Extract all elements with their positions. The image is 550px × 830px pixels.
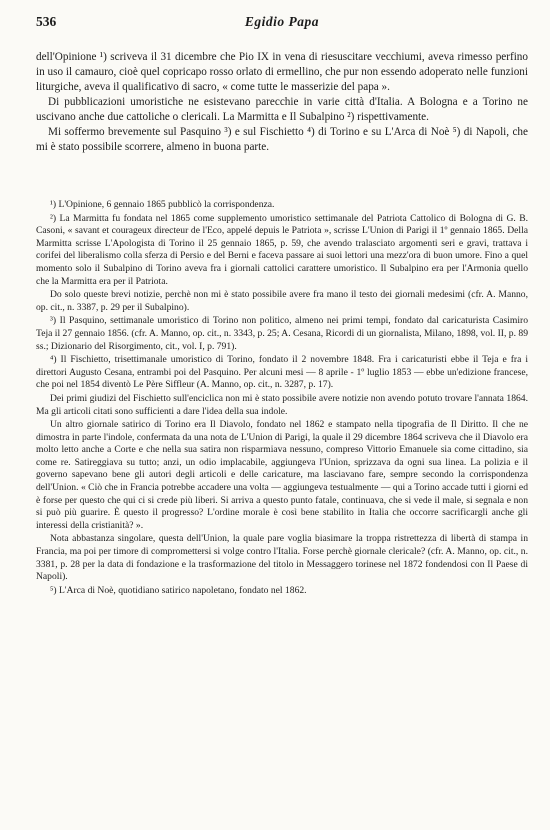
main-text (36, 50, 528, 155)
body-paragraph: Mi soffermo brevemente sul Pasquino ³) e sul Fischietto ⁴) di Torino e su L'Arca di Noè ⁵) di Napoli, che mi è stato possibile scorrere, almeno in buona parte. (36, 126, 528, 153)
footnote: Dei primi giudizi del Fischietto sull'enciclica non mi è stato possibile avere notizie non avendo potuto trovare l'annata 1864. Ma gli articoli citati sono sufficienti a dare l'idea della sua indole. (36, 392, 528, 417)
running-title: Egidio Papa (244, 14, 320, 29)
running-header (36, 14, 528, 34)
footnotes (36, 199, 528, 597)
body-paragraph: Di pubblicazioni umoristiche ne esistevano parecchie in varie città d'Italia. A Bologna e a Torino ne uscivano anche due cattoliche o clericali. La Marmitta e Il Subalpino ²) rispettivamente. (36, 96, 528, 123)
body-paragraph: dell'Opinione ¹) scriveva il 31 dicembre che Pio IX in vena di riesuscitare vecchiumi, aveva rimesso perfino in uso il camauro, cioè quel copricapo rosso orlato di ermellino, che pur non essendo adoperato nelle funzioni liturgiche, aveva il qualificativo di sacro, « come tutte le masserizie del papa ». (36, 51, 528, 93)
page-number: 536 (36, 14, 57, 29)
footnote: ⁵) L'Arca di Noè, quotidiano satirico napoletano, fondato nel 1862. (50, 584, 307, 596)
footnote: Do solo queste brevi notizie, perchè non mi è stato possibile avere fra mano il testo dei giornali medesimi (cfr. A. Manno, op. cit., n. 3387, p. 29 per il Subalpino). (36, 289, 528, 313)
book-page (36, 14, 528, 598)
footnote: ¹) L'Opinione, 6 gennaio 1865 pubblicò la corrispondenza. (50, 199, 275, 210)
footnote: Nota abbastanza singolare, questa dell'Union, la quale pare voglia biasimare la troppa ristrettezza di libertà di stampa in Francia, ma poi per timore di compromettersi si volge contro l'Italia. Forse perchè giornale clericale? (cfr. A. Manno, op. cit., n. 3381, p. 28 per la data di fondazione e la trasformazione del titolo in Messaggero torinese nel 1872 fondendosi con Il Paese di Napoli). (36, 533, 528, 583)
footnote: ²) La Marmitta fu fondata nel 1865 come supplemento umoristico settimanale del Patriota Cattolico di Bologna di G. B. Casoni, « savant et courageux directeur de l'Eco, appelé depuis le Patriota », scrisse L'Union di Parigi il 1º gennaio 1865. Della Marmitta scrisse L'Apologista di Torino il 25 gennaio 1865, p. 59, che avendo tralasciato argomenti seri e gravi, trattava i corifei del liberalismo colla sferza di Persio e del Berni e faceva passare ai suoi lettori una mezz'ora di buon umore. Fino a quel momento solo il Subalpino di Torino aveva fra i giornali cattolici carattere umoristico. Il Subalpino era per l'Armonia quello che la Marmitta era per il Patriota. (36, 212, 528, 287)
footnote: ³) Il Pasquino, settimanale umoristico di Torino non politico, almeno nei primi tempi, fondato dal caricaturista Casimiro Teja il 27 gennaio 1856. (cfr. A. Manno, op. cit., n. 3343, p. 25; A. Cesana, Ricordi di un giornalista, Milano, 1898, vol. II, p. 89 ss.; Dizionario del Risorgimento, cit., vol. I, p. 791). (36, 315, 528, 352)
footnote: Un altro giornale satirico di Torino era Il Diavolo, fondato nel 1862 e stampato nella tipografia de Il Diritto. Il che ne dimostra in parte l'indole, confermata da una nota de L'Union di Parigi, la quale il 29 dicembre 1864 scriveva che il Diavolo era molto letto anche a Corte e che nella sua satira non risparmiava nessuno, compreso Vittorio Emanuele sia come cittadino, sia come re. Satireggiava su tutto; anzi, un odio implacabile, aggiungeva l'Union, sprizzava da ogni sua linea. La polizia e il governo sapevano bene gli autori degli articoli e delle caricature, ma lasciavano fare, sempre secondo la corrispondenza dell'Union. « Ciò che in Francia potrebbe accadere una volta — aggiungeva testualmente — qui a Torino accade tutti i giorni ed è forse per questo che qui ci si crede più liberi. Si arriva a questo punto fatale, continuava, che si vede il male, si segnala e non si può più guarire. È questo il progresso? L'ordine morale è così bene stabilito in Italia che occorre sacrificargli anche gli interessi della cristianità? ». (36, 419, 528, 531)
footnote: ⁴) Il Fischietto, trisettimanale umoristico di Torino, fondato il 2 novembre 1848. Fra i caricaturisti ebbe il Teja e fra i direttori Augusto Cesana, entrambi poi del Pasquino. Per alcuni mesi — 8 aprile - 1º luglio 1853 — ebbe un'edizione francese, che poi nel 1854 diventò Le Père Siffleur (A. Manno, op. cit., n. 3287, p. 17). (36, 354, 528, 391)
